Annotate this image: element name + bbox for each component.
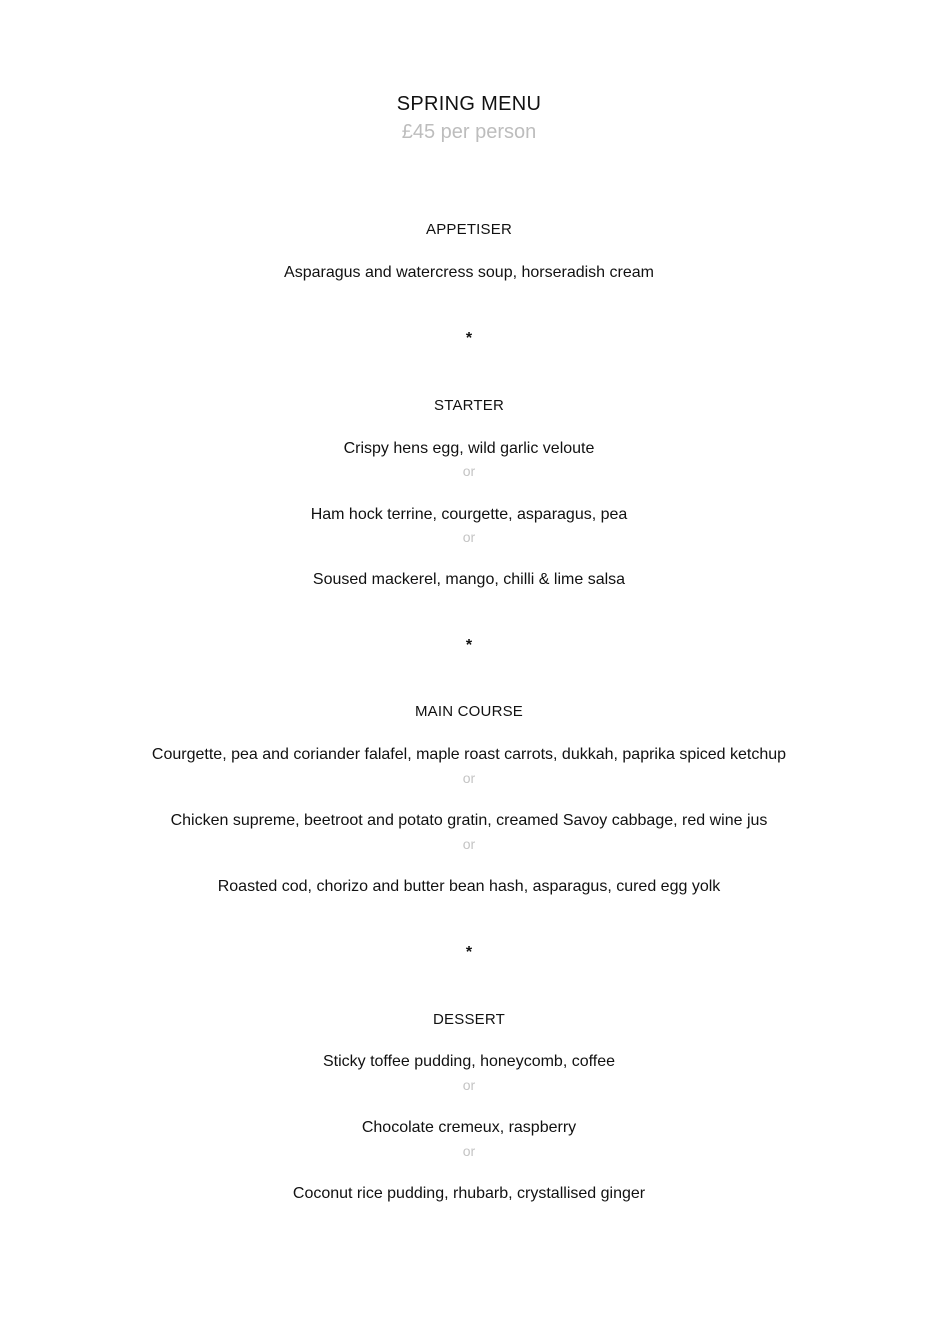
section-heading-main-course: MAIN COURSE (414, 703, 524, 720)
or-divider: or (462, 770, 476, 786)
dish-item: Crispy hens egg, wild garlic veloute (343, 440, 595, 457)
menu-price: £45 per person (401, 121, 537, 143)
dish-item: Chicken supreme, beetroot and potato gratin, creamed Savoy cabbage, red wine jus (170, 812, 768, 829)
or-divider: or (462, 463, 476, 479)
dish-item: Coconut rice pudding, rhubarb, crystallised ginger (292, 1185, 646, 1202)
or-divider: or (462, 836, 476, 852)
section-heading-appetiser: APPETISER (426, 221, 512, 238)
dish-item: Asparagus and watercress soup, horseradish cream (284, 264, 654, 281)
dish-item: Soused mackerel, mango, chilli & lime salsa (312, 571, 626, 588)
section-separator: * (465, 330, 473, 347)
dish-item: Courgette, pea and coriander falafel, maple roast carrots, dukkah, paprika spiced ketchup (151, 746, 787, 763)
section-heading-dessert: DESSERT (433, 1011, 505, 1028)
dish-item: Sticky toffee pudding, honeycomb, coffee (322, 1053, 616, 1070)
section-separator: * (465, 637, 473, 654)
or-divider: or (462, 1077, 476, 1093)
dish-item: Roasted cod, chorizo and butter bean hash, asparagus, cured egg yolk (217, 878, 721, 895)
section-separator: * (465, 944, 473, 961)
dish-item: Ham hock terrine, courgette, asparagus, pea (310, 506, 628, 523)
dish-item: Chocolate cremeux, raspberry (361, 1119, 577, 1136)
or-divider: or (462, 1143, 476, 1159)
menu-title: SPRING MENU (396, 93, 542, 115)
section-heading-starter: STARTER (433, 397, 505, 414)
or-divider: or (462, 529, 476, 545)
